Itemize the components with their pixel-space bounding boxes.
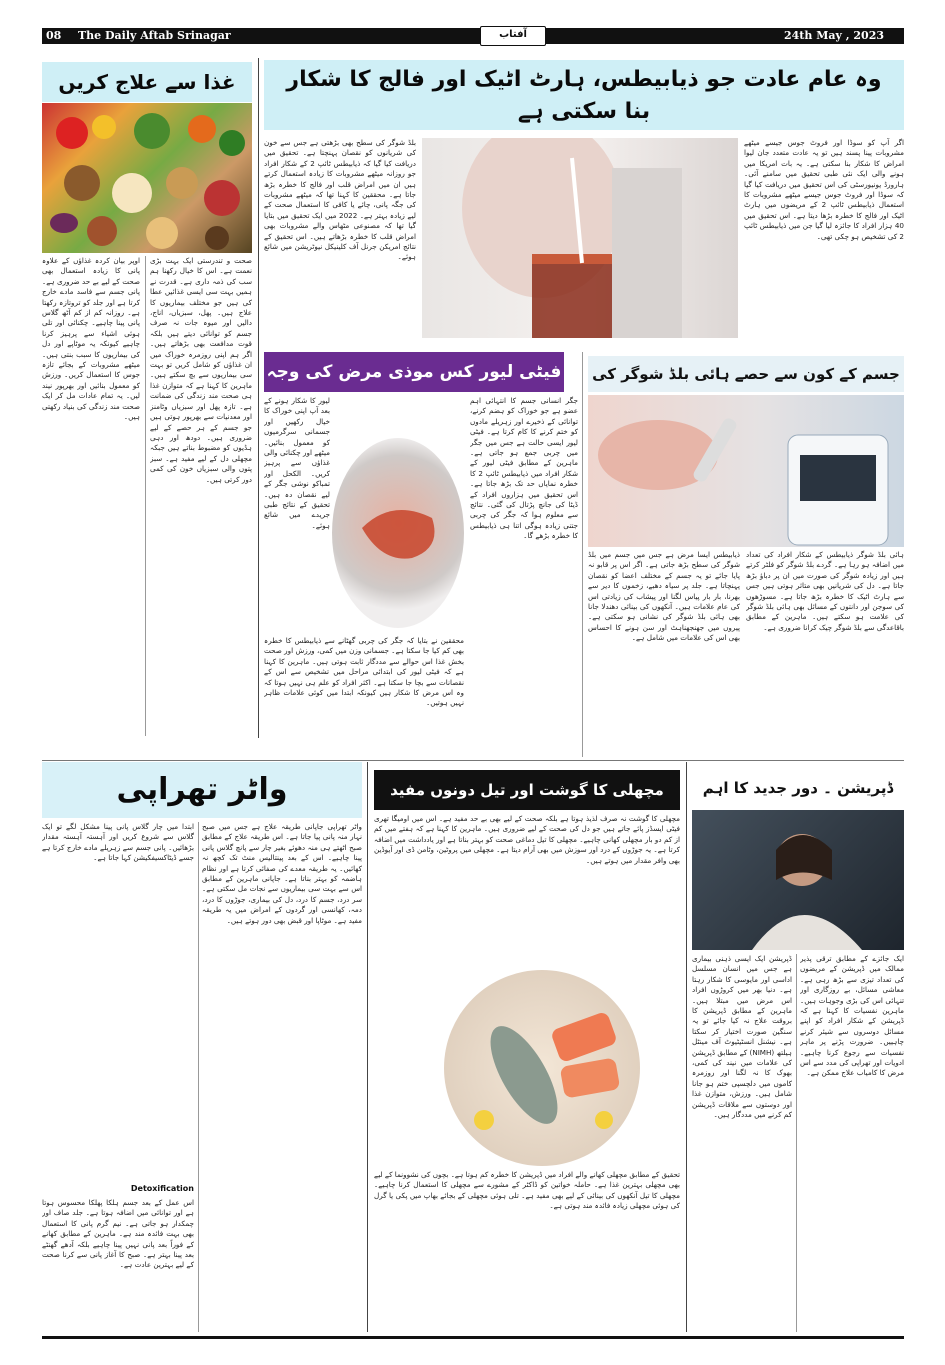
fish-col-top: مچھلی کا گوشت نہ صرف لذیذ ہوتا ہے بلکہ صحت کے لیے بھی بے حد مفید ہے۔ اس میں اومیگا تھری فیٹی ایسڈز پائے جاتے ہیں جو دل کی صحت کے لیے ضروری ہیں۔ ماہرین کا کہنا ہے کہ ہفتے میں کم از کم دو بار مچھلی کھانی چاہیے۔ مچھلی کا تیل دماغی صحت کو بہتر بناتا ہے اور یادداشت میں اضافہ کرتا ہے۔ یہ جوڑوں کے درد اور سوزش میں بھی آرام دیتا ہے۔ مچھلی میں پروٹین، وٹامن ڈی اور آیوڈین بھی وافر مقدار میں ہوتے ہیں۔ — [374, 814, 680, 865]
detox-label: Detoxification — [130, 1184, 194, 1193]
section-rule — [367, 762, 368, 1332]
sad-person-icon — [692, 810, 904, 950]
page-number: 08 — [46, 29, 62, 42]
section-divider — [42, 760, 904, 761]
food-illustration-icon — [42, 103, 252, 253]
fatty-liver-title: فیٹی لیور کس موذی مرض کی وجہ بن سکتا ہے؟ — [264, 352, 564, 392]
food-article-col-left: اوپر بیان کردہ غذاؤں کے علاوہ پانی کا زیادہ استعمال بھی صحت کے لیے بے حد ضروری ہے۔ پانی جسم سے فاسد مادے خارج کرتا ہے اور جلد کو تروتازہ رکھتا ہے۔ روزانہ کم از کم آٹھ گلاس پانی پینا چاہیے۔ چکنائی اور تلی ہوئی اشیاء سے پرہیز کرنا چاہیے کیونکہ یہ موٹاپے اور دل کی بیماریوں کا سبب بنتی ہیں۔ میٹھے مشروبات کے بجائے تازہ جوس کا استعمال کریں۔ ورزش کو معمول بنائیں اور بھرپور نیند لیں۔ یہ تمام عادات مل کر ایک صحت مند زندگی کی بنیاد رکھتی ہیں۔ — [42, 256, 140, 422]
depression-col-left: ڈپریشن ایک ایسی ذہنی بیماری ہے جس میں انسان مسلسل اداسی اور مایوسی کا شکار رہتا ہے۔ دنیا بھر میں کروڑوں افراد اس مرض میں مبتلا ہیں۔ ماہرین کے مطابق ڈپریشن کا بروقت علاج نہ کیا جائے تو یہ سنگین صورت اختیار کر سکتا ہے۔ نیشنل انسٹیٹیوٹ آف مینٹل ہیلتھ (NIMH) کے مطابق ڈپریشن کی علامات میں نیند کی کمی، بھوک کا نہ لگنا اور روزمرہ کاموں میں دلچسپی ختم ہو جانا شامل ہیں۔ ورزش، متوازن غذا اور دوستوں سے ملاقات ڈپریشن کم کرنے میں مددگار ہیں۔ — [692, 954, 792, 1120]
liver-photo — [332, 438, 464, 628]
page-header — [42, 28, 904, 44]
liver-illustration-icon — [332, 438, 464, 628]
glass-of-soda-icon — [422, 138, 738, 338]
food-cure-title: غذا سے علاج کریں — [42, 62, 252, 102]
sweet-drinks-title: وہ عام عادت جو ذیابیطس، ہارٹ اٹیک اور فالج کا شکار بنا سکتی ہے — [264, 60, 904, 130]
fatty-liver-col-right: جگر انسانی جسم کا انتہائی اہم عضو ہے جو خوراک کو ہضم کرنے، توانائی کے ذخیرے اور زہریلے مادوں کو ختم کرنے کا کام کرتا ہے۔ فیٹی لیور ایسی حالت ہے جس میں جگر میں چربی جمع ہو جاتی ہے۔ ماہرین کے مطابق فیٹی لیور کے شکار افراد میں ذیابیطس ٹائپ 2 کا خطرہ نمایاں حد تک بڑھ جاتا ہے۔ اس تحقیق میں ہزاروں افراد کے ڈیٹا کی جانچ پڑتال کی گئی۔ نتائج سے معلوم ہوا کہ جگر کی چربی جتنی زیادہ ہوگی اتنا ہی ذیابیطس کا خطرہ بڑھے گا۔ — [470, 396, 578, 541]
fish-col-bottom: تحقیق کے مطابق مچھلی کھانے والے افراد میں ڈپریشن کا خطرہ کم ہوتا ہے۔ بچوں کی نشوونما کے لیے بھی مچھلی بہترین غذا ہے۔ حاملہ خواتین کو ڈاکٹر کے مشورے سے مچھلی کا استعمال کرنا چاہیے۔ مچھلی کا تیل آنکھوں کی بینائی کے لیے بھی مفید ہے۔ تلی ہوئی مچھلی کے بجائے بھاپ میں پکی یا گرل کی ہوئی مچھلی زیادہ فائدہ مند ہوتی ہے۔ — [374, 1170, 680, 1211]
column-rule — [796, 954, 797, 1332]
sweet-drinks-col-right: اگر آپ کو سوڈا اور فروٹ جوس جیسے میٹھے مشروبات پینا پسند ہیں تو یہ عادت متعدد جان لیوا امراض کا شکار بنا سکتی ہے۔ یہ بات امریکا میں ہونے والی ایک نئی طبی تحقیق میں سامنے آئی۔ ہارورڈ یونیورسٹی کی اس تحقیق میں دریافت کیا گیا کہ سوڈا اور فروٹ جوس جیسے میٹھے مشروبات کا استعمال ذیابیطس ٹائپ 2 کے مریضوں میں ہارٹ اٹیک اور فالج کا خطرہ بڑھا دیتا ہے۔ اس تحقیق میں 40 ہزار افراد کا جائزہ لیا گیا جن میں ذیابیطس ٹائپ 2 کی تشخیص ہو چکی تھی۔ — [744, 138, 904, 241]
section-rule — [258, 58, 259, 738]
food-article-col-right: صحت و تندرستی ایک بہت بڑی نعمت ہے۔ اس کا خیال رکھنا ہم سب کی ذمہ داری ہے۔ قدرت نے ہمیں بہت سی ایسی غذائیں عطا کی ہیں جو مختلف بیماریوں کا علاج ہیں۔ پھل، سبزیاں، اناج، دالیں اور میوہ جات نہ صرف جسم کو توانائی دیتے ہیں بلکہ قوت مدافعت بھی بڑھاتے ہیں۔ اگر ہم اپنی روزمرہ خوراک میں ان غذاؤں کو شامل کریں تو بہت سی بیماریوں سے بچ سکتے ہیں۔ ماہرین کا کہنا ہے کہ متوازن غذا ہی صحت مند زندگی کی ضمانت ہے۔ تازہ پھل اور سبزیاں وٹامنز اور معدنیات سے بھرپور ہوتی ہیں جو جسم کے ہر حصے کے لیے ضروری ہیں۔ دودھ اور دہی ہڈیوں کو مضبوط بناتے ہیں جبکہ مچھلی دل کے لیے مفید ہے۔ سبز پتوں والی سبزیاں خون کی کمی دور کرتی ہیں۔ — [150, 256, 252, 484]
masthead-logo: آفتاب — [480, 26, 546, 46]
blood-sugar-title: جسم کے کون سے حصے ہائی بلڈ شوگر کی — [588, 356, 904, 392]
blood-sugar-col-left: ذیابیطس ایسا مرض ہے جس میں جسم میں بلڈ شوگر کی سطح بڑھ جاتی ہے۔ اگر اس پر قابو نہ پایا جائے تو یہ جسم کے مختلف اعضا کو نقصان پہنچاتا ہے۔ جلد پر سیاہ دھبے، زخموں کا دیر سے بھرنا، بار بار پیاس لگنا اور پیشاب کی زیادتی اس کی عام علامات ہیں۔ آنکھوں کی بینائی دھندلا جانا بھی ہائی بلڈ شوگر کی نشانی ہو سکتی ہے۔ پیروں میں جھنجھناہٹ اور سن ہونے کا احساس بھی اس کی علامات میں شامل ہے۔ — [588, 550, 740, 643]
fatty-liver-col-mid: لیور کا شکار ہونے کے بعد آپ اپنی خوراک کا خیال رکھیں اور جسمانی سرگرمیوں کو معمول بنائیں۔ میٹھے اور چکنائی والی غذاؤں سے پرہیز کریں۔ الکحل اور تمباکو نوشی جگر کے لیے نقصان دہ ہیں۔ تحقیق کے نتائج طبی جریدے میں شائع ہوئے۔ — [264, 396, 330, 530]
water-therapy-title: واٹر تھراپی — [42, 762, 362, 818]
newspaper-name: The Daily Aftab Srinagar — [78, 29, 231, 42]
depression-title: ڈپریشن ۔ دور جدید کا اہم — [702, 779, 894, 797]
issue-date: 24th May , 2023 — [783, 29, 884, 42]
soda-photo — [422, 138, 738, 338]
glucometer-photo — [588, 395, 904, 547]
fish-photo — [444, 970, 640, 1166]
section-rule — [686, 762, 687, 1332]
water-therapy-col-left: ابتدا میں چار گلاس پانی پینا مشکل لگے تو ایک گلاس سے شروع کریں اور آہستہ آہستہ مقدار بڑھائیں۔ پانی جسم سے زہریلے مادے خارج کرتا ہے جسے ڈیٹاکسیفکیشن کہا جاتا ہے۔ — [42, 822, 194, 863]
glucometer-icon — [588, 395, 904, 547]
fish-title: مچھلی کا گوشت اور تیل دونوں مفید — [374, 770, 680, 810]
water-therapy-col-right: واٹر تھراپی جاپانی طریقہ علاج ہے جس میں صبح نہار منہ پانی پیا جاتا ہے۔ اس طریقہ علاج کے مطابق صبح اٹھتے ہی منہ دھوئے بغیر چار سے پانچ گلاس پانی پینا چاہیے۔ اس کے بعد پینتالیس منٹ تک کچھ نہ کھائیں۔ یہ طریقہ معدے کی صفائی کرتا ہے اور نظام ہاضمہ کو بہتر بناتا ہے۔ جاپانی ماہرین کے مطابق اس سے بہت سی بیماریوں سے نجات مل سکتی ہے۔ سر درد، جسم کا درد، دل کی بیماری، جوڑوں کا درد، دمہ، کھانسی اور گردوں کے امراض میں یہ طریقہ مفید ہے۔ موٹاپا اور قبض بھی دور ہوتے ہیں۔ — [202, 822, 362, 925]
column-rule — [198, 822, 199, 1332]
blood-sugar-col-right: ہائی بلڈ شوگر ذیابیطس کے شکار افراد کی تعداد میں اضافہ ہو رہا ہے۔ گردے بلڈ شوگر کو فلٹر کرتے ہیں اور زیادہ شوگر کی صورت میں ان پر دباؤ بڑھ جاتا ہے۔ دل کی شریانیں بھی متاثر ہوتی ہیں جس سے ہارٹ اٹیک کا خطرہ بڑھ جاتا ہے۔ مسوڑھوں کی سوجن اور دانتوں کے مسائل بھی ہائی بلڈ شوگر کی علامت ہو سکتے ہیں۔ ماہرین کے مطابق باقاعدگی سے بلڈ شوگر چیک کرانا ضروری ہے۔ — [746, 550, 904, 632]
column-rule — [582, 352, 583, 757]
food-photo — [42, 103, 252, 253]
sweet-drinks-col-left: بلڈ شوگر کی سطح بھی بڑھتی ہے جس سے خون کی شریانوں کو نقصان پہنچتا ہے۔ تحقیق میں دریافت کیا گیا کہ ذیابیطس ٹائپ 2 کے شکار افراد جو روزانہ میٹھے مشروبات کا زیادہ استعمال کرتے ہیں ان میں امراض قلب اور فالج کا خطرہ بڑھ جاتا ہے۔ محققین کا کہنا تھا کہ میٹھے مشروبات کی جگہ پانی، چائے یا کافی کا استعمال صحت کے لیے زیادہ بہتر ہے۔ 2022 میں ایک تحقیق میں بتایا گیا تھا کہ مصنوعی مٹھاس والے مشروبات بھی امراض قلب کا خطرہ بڑھاتے ہیں۔ اس تحقیق کے نتائج امریکن جرنل آف کلینیکل نیوٹریشن میں شائع ہوئے۔ — [264, 138, 416, 262]
fatty-liver-col-bottom: محققین نے بتایا کہ جگر کی چربی گھٹانے سے ذیابیطس کا خطرہ بھی کم کیا جا سکتا ہے۔ جسمانی وزن میں کمی، ورزش اور صحت بخش غذا اس حوالے سے مددگار ثابت ہوتی ہیں۔ ماہرین کا کہنا ہے کہ فیٹی لیور کی ابتدائی مراحل میں تشخیص سے اس کے نقصانات سے بچا جا سکتا ہے۔ اکثر افراد کو علم ہی نہیں ہوتا کہ وہ اس مرض کا شکار ہیں کیونکہ ابتدا میں کوئی علامات ظاہر نہیں ہوتیں۔ — [264, 636, 464, 708]
fish-illustration-icon — [444, 970, 640, 1166]
water-therapy-col-left-lower: اس عمل کے بعد جسم ہلکا پھلکا محسوس ہوتا ہے اور توانائی میں اضافہ ہوتا ہے۔ جلد صاف اور چمکدار ہو جاتی ہے۔ نیم گرم پانی کا استعمال بھی بہت فائدہ مند ہے۔ ماہرین کے مطابق کھانے کے فوراً بعد پانی نہیں پینا چاہیے بلکہ آدھے گھنٹے بعد پینا بہتر ہے۔ صبح کا آغاز پانی سے کرنا صحت کے لیے بہترین عادت ہے۔ — [42, 1198, 194, 1270]
depression-col-right: ایک جائزے کے مطابق ترقی پذیر ممالک میں ڈپریشن کے مریضوں کی تعداد تیزی سے بڑھ رہی ہے۔ معاشی مسائل، بے روزگاری اور تنہائی اس کی بڑی وجوہات ہیں۔ ماہرین نفسیات کا کہنا ہے کہ ڈپریشن کے شکار افراد کو اپنے مسائل دوسروں سے شیئر کرنے چاہییں۔ ضرورت پڑنے پر ماہر نفسیات سے رجوع کرنا چاہیے۔ ادویات اور تھراپی کی مدد سے اس مرض کا کامیاب علاج ممکن ہے۔ — [800, 954, 904, 1078]
footer-rule — [42, 1336, 904, 1339]
depression-photo — [692, 810, 904, 950]
column-rule — [145, 256, 146, 736]
